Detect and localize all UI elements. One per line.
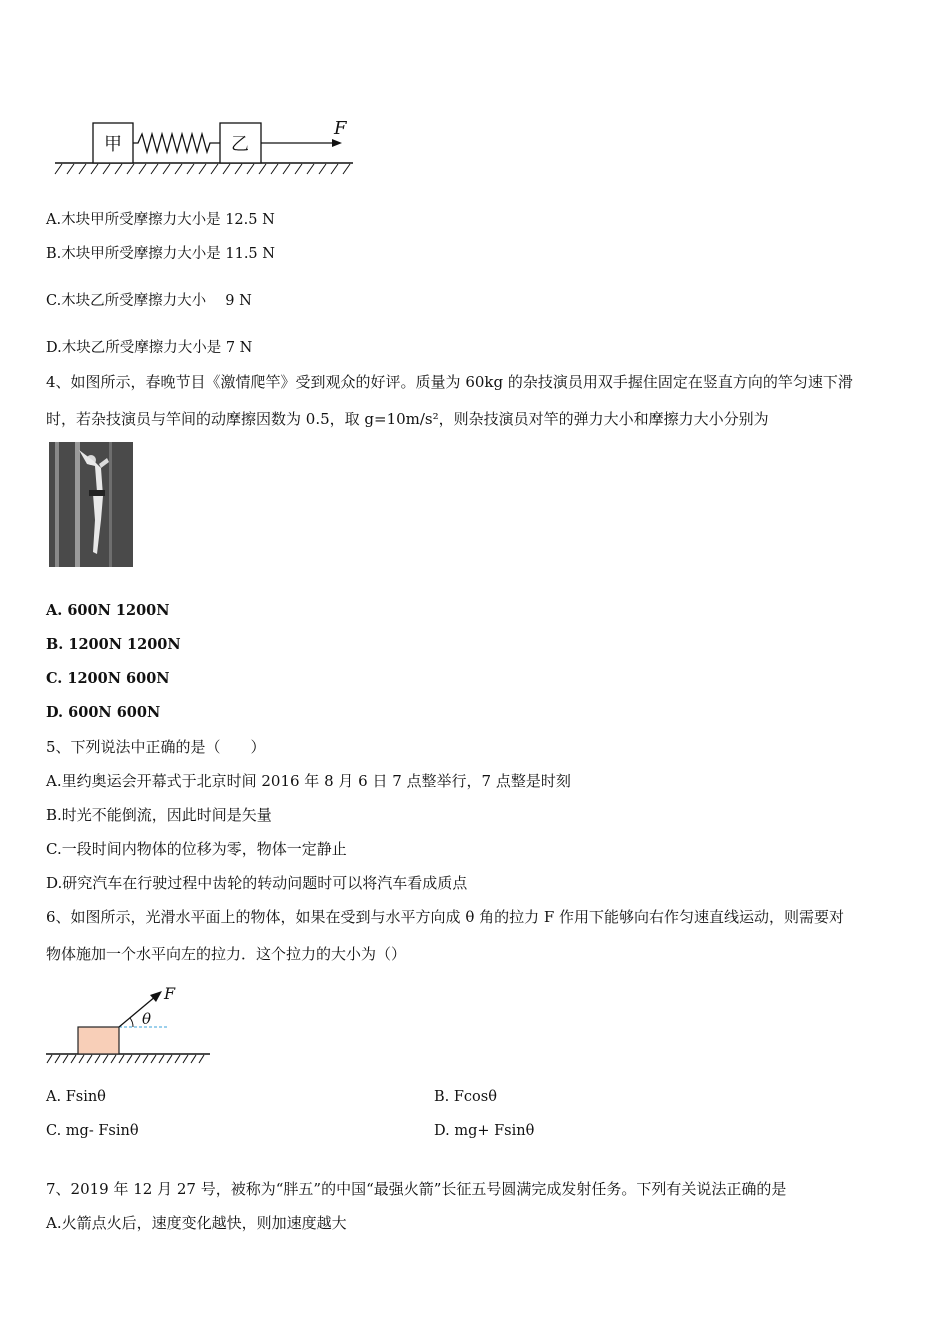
q7-stem: 7、2019 年 12 月 27 号，被称为“胖五”的中国“最强火箭”长征五号圆满完成发射任务。下列有关说法正确的是 (46, 1180, 787, 1198)
spring-blocks-figure (50, 112, 360, 178)
q6-option-b[interactable]: B. Fcosθ (434, 1089, 497, 1105)
q5-stem: 5、下列说法中正确的是（ ） (46, 738, 266, 756)
q4-option-d[interactable]: D. 600N 600N (46, 704, 161, 721)
q4-stem-line-2: 时，若杂技演员与竿间的动摩擦因数为 0.5，取 g=10m/s²，则杂技演员对竿的弹力大小和摩擦力大小分别为 (46, 410, 769, 428)
arrow-head-icon (332, 139, 342, 147)
angled-force-figure (44, 982, 214, 1068)
angle-label: θ (142, 1010, 152, 1028)
q5-option-a[interactable]: A.里约奥运会开幕式于北京时间 2016 年 8 月 6 日 7 点整举行，7 点整是时刻 (46, 772, 571, 790)
q5-option-c[interactable]: C.一段时间内物体的位移为零，物体一定静止 (46, 840, 347, 858)
spring (133, 134, 220, 152)
acrobat-figure-icon (49, 442, 133, 567)
force-label: F (164, 984, 176, 1003)
q5-option-b[interactable]: B.时光不能倒流，因此时间是矢量 (46, 806, 272, 824)
q6-stem-line-2: 物体施加一个水平向左的拉力．这个拉力的大小为（） (46, 945, 407, 963)
q4-option-a[interactable]: A. 600N 1200N (46, 602, 170, 619)
acrobat-photo (49, 442, 133, 567)
block-yi-label: 乙 (231, 134, 249, 155)
q3-option-c[interactable]: C.木块乙所受摩擦力大小 9 N (46, 293, 252, 309)
q4-option-b[interactable]: B. 1200N 1200N (46, 636, 181, 653)
force-label: F (334, 118, 347, 139)
q4-stem-line-1: 4、如图所示，春晚节目《激情爬竿》受到观众的好评。质量为 60kg 的杂技演员用双手握住固定在竖直方向的竿匀速下滑 (46, 373, 853, 391)
q5-option-d[interactable]: D.研究汽车在行驶过程中齿轮的转动问题时可以将汽车看成质点 (46, 874, 468, 892)
q4-option-c[interactable]: C. 1200N 600N (46, 670, 170, 687)
q6-option-a[interactable]: A. Fsinθ (46, 1089, 106, 1105)
q3-option-b[interactable]: B.木块甲所受摩擦力大小是 11.5 N (46, 246, 275, 262)
q6-option-d[interactable]: D. mg+ Fsinθ (434, 1123, 535, 1139)
q6-option-c[interactable]: C. mg- Fsinθ (46, 1123, 139, 1139)
q7-option-a[interactable]: A.火箭点火后，速度变化越快，则加速度越大 (46, 1214, 347, 1232)
block (78, 1027, 119, 1054)
q3-option-d[interactable]: D.木块乙所受摩擦力大小是 7 N (46, 340, 253, 356)
q6-stem-line-1: 6、如图所示，光滑水平面上的物体，如果在受到与水平方向成 θ 角的拉力 F 作用下能够向右作匀速直线运动，则需要对 (46, 908, 845, 926)
block-jia-label: 甲 (104, 134, 122, 155)
angle-arc (130, 1018, 133, 1027)
q3-option-a[interactable]: A.木块甲所受摩擦力大小是 12.5 N (46, 212, 275, 228)
